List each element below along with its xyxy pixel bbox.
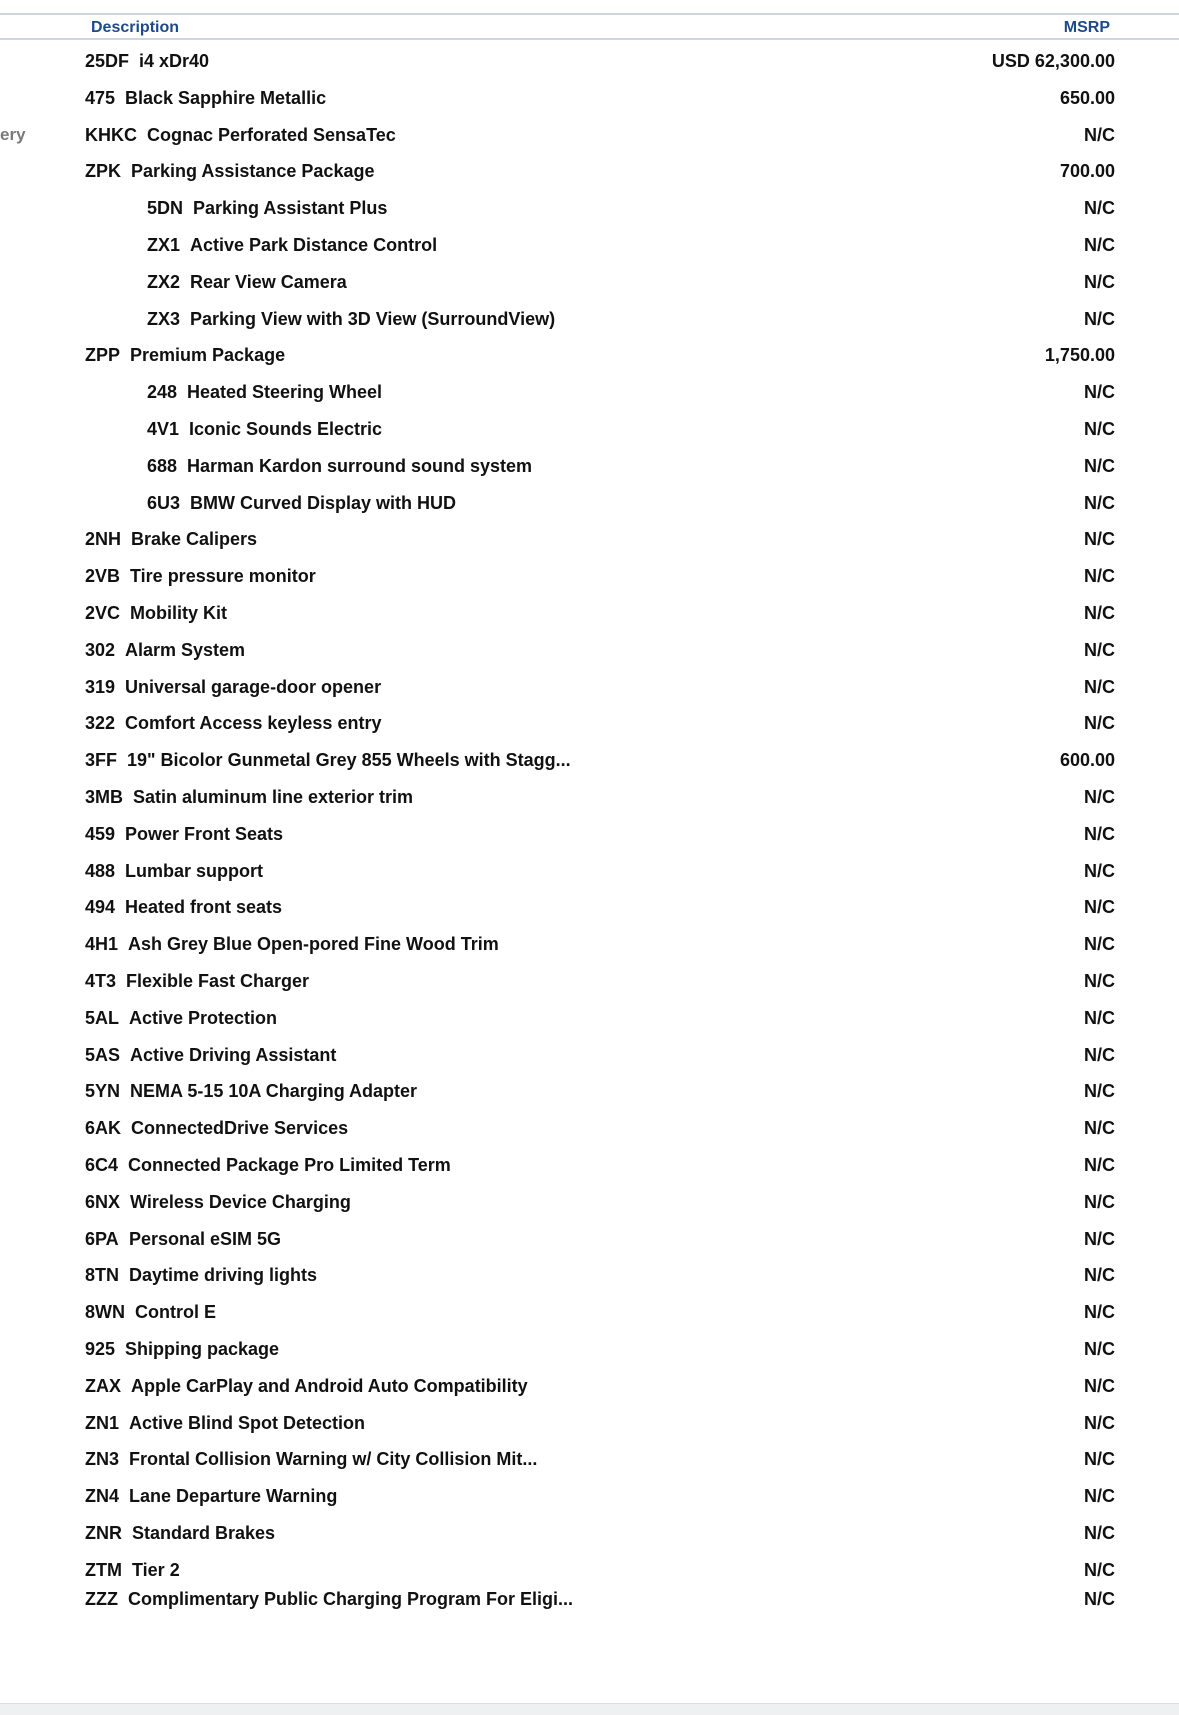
option-code: 322 [85, 713, 116, 733]
table-row [0, 815, 1179, 852]
option-description: Ash Grey Blue Open-pored Fine Wood Trim [128, 934, 499, 954]
option-code: ZPP [85, 345, 121, 365]
option-msrp: N/C [1084, 309, 1115, 329]
table-row [0, 336, 1179, 373]
table-row [0, 852, 1179, 889]
option-code: 925 [85, 1339, 116, 1359]
table-row [0, 1293, 1179, 1330]
option-code: 459 [85, 824, 116, 844]
table-row [0, 1514, 1179, 1551]
option-description: Power Front Seats [125, 824, 284, 844]
option-code: 6U3 [147, 493, 181, 513]
table-row [0, 410, 1179, 447]
table-row [0, 1146, 1179, 1183]
option-code: 8WN [85, 1302, 125, 1322]
table-row [0, 1256, 1179, 1293]
table-row [0, 631, 1179, 668]
option-description: Cognac Perforated SensaTec [147, 125, 396, 145]
option-code: 25DF [85, 51, 130, 71]
option-msrp: N/C [1084, 1045, 1115, 1065]
option-code: 6AK [85, 1118, 122, 1138]
header-divider [0, 38, 1179, 40]
option-code: 4V1 [147, 419, 180, 439]
option-description: Parking Assistance Package [131, 161, 375, 181]
option-description: Active Protection [129, 1008, 278, 1028]
option-msrp: N/C [1084, 1192, 1115, 1212]
option-msrp: 700.00 [1059, 161, 1115, 181]
option-msrp: N/C [1084, 1155, 1115, 1175]
option-code: 3MB [85, 787, 124, 807]
option-msrp: N/C [1084, 713, 1115, 733]
option-msrp: N/C [1084, 1302, 1115, 1322]
table-row [0, 226, 1179, 263]
column-header-description[interactable]: Description [91, 19, 180, 36]
option-description: Heated front seats [125, 897, 283, 917]
option-msrp: N/C [1084, 125, 1115, 145]
option-description: Daytime driving lights [129, 1265, 318, 1285]
option-description: Brake Calipers [131, 529, 258, 549]
option-msrp: N/C [1084, 419, 1115, 439]
option-description: Mobility Kit [130, 603, 227, 623]
table-row [0, 484, 1179, 521]
option-description: ConnectedDrive Services [131, 1118, 349, 1138]
option-code: ZX2 [147, 272, 181, 292]
table-row [0, 42, 1179, 79]
option-description: NEMA 5-15 10A Charging Adapter [130, 1081, 418, 1101]
option-msrp: N/C [1084, 529, 1115, 549]
option-description: Parking View with 3D View (SurroundView) [190, 309, 556, 329]
option-description: Heated Steering Wheel [187, 382, 383, 402]
option-description: Harman Kardon surround sound system [187, 456, 533, 476]
column-header-msrp[interactable]: MSRP [1063, 19, 1110, 36]
table-row [0, 1220, 1179, 1257]
option-description: Tier 2 [132, 1560, 180, 1580]
table-row [0, 300, 1179, 337]
option-code: ZTM [85, 1560, 122, 1580]
option-msrp: N/C [1084, 1376, 1115, 1396]
table-row [0, 189, 1179, 226]
option-code: 4T3 [85, 971, 117, 991]
table-row [0, 778, 1179, 815]
option-code: ZN1 [85, 1413, 120, 1433]
table-row [0, 1072, 1179, 1109]
option-code: 319 [85, 677, 116, 697]
table-row [0, 1330, 1179, 1367]
option-description: Frontal Collision Warning w/ City Collision Mit... [129, 1449, 538, 1469]
option-description: Personal eSIM 5G [129, 1229, 282, 1249]
option-msrp: N/C [1084, 1118, 1115, 1138]
table-row [0, 741, 1179, 778]
option-msrp: N/C [1084, 603, 1115, 623]
option-description: Universal garage-door opener [125, 677, 382, 697]
option-description: Satin aluminum line exterior trim [133, 787, 414, 807]
option-msrp: N/C [1084, 1339, 1115, 1359]
option-code: ZZZ [85, 1589, 118, 1609]
option-code: 4H1 [85, 934, 119, 954]
option-msrp: N/C [1084, 677, 1115, 697]
table-row [0, 668, 1179, 705]
option-code: 488 [85, 861, 116, 881]
option-msrp: N/C [1084, 897, 1115, 917]
option-description: Iconic Sounds Electric [189, 419, 383, 439]
option-msrp: N/C [1084, 198, 1115, 218]
option-msrp: N/C [1084, 1449, 1115, 1469]
option-code: 688 [147, 456, 178, 476]
option-code: 5AL [85, 1008, 120, 1028]
option-code: ZX3 [147, 309, 181, 329]
option-code: ZNR [85, 1523, 122, 1543]
option-code: ZX1 [147, 235, 181, 255]
option-description: Flexible Fast Charger [126, 971, 310, 991]
table-row [0, 704, 1179, 741]
option-description: Active Driving Assistant [130, 1045, 337, 1065]
table-row [0, 557, 1179, 594]
option-msrp: 650.00 [1059, 88, 1115, 108]
option-code: 248 [147, 382, 178, 402]
option-msrp: 600.00 [1059, 750, 1115, 770]
option-code: 6PA [85, 1229, 119, 1249]
bottom-bar [0, 1703, 1179, 1715]
option-msrp: USD 62,300.00 [991, 51, 1115, 71]
option-msrp: N/C [1084, 1008, 1115, 1028]
table-row [0, 888, 1179, 925]
option-msrp: N/C [1084, 1589, 1115, 1609]
table-row [0, 152, 1179, 189]
option-description: 19" Bicolor Gunmetal Grey 855 Wheels with Stagg... [127, 750, 571, 770]
table-row [0, 1036, 1179, 1073]
option-code: 8TN [85, 1265, 120, 1285]
option-description: Active Park Distance Control [190, 235, 438, 255]
option-msrp: N/C [1084, 1413, 1115, 1433]
option-description: Lane Departure Warning [129, 1486, 338, 1506]
option-description: Wireless Device Charging [130, 1192, 351, 1212]
option-description: BMW Curved Display with HUD [190, 493, 457, 513]
option-msrp: N/C [1084, 1265, 1115, 1285]
table-row [0, 925, 1179, 962]
option-msrp: N/C [1084, 1523, 1115, 1543]
table-header [0, 15, 1179, 39]
option-code: 302 [85, 640, 116, 660]
option-msrp: N/C [1084, 1229, 1115, 1249]
option-code: 2VB [85, 566, 121, 586]
table-row [0, 79, 1179, 116]
table-row [0, 116, 1179, 153]
option-code: KHKC [85, 125, 137, 145]
option-code: 2VC [85, 603, 121, 623]
option-msrp: N/C [1084, 934, 1115, 954]
table-row [0, 373, 1179, 410]
option-description: Apple CarPlay and Android Auto Compatibility [131, 1376, 528, 1396]
option-msrp: N/C [1084, 1081, 1115, 1101]
option-code: 5YN [85, 1081, 121, 1101]
option-description: Control E [135, 1302, 216, 1322]
option-description: Shipping package [125, 1339, 280, 1359]
option-code: ZN3 [85, 1449, 120, 1469]
option-msrp: N/C [1084, 971, 1115, 991]
option-description: Alarm System [125, 640, 246, 660]
option-description: Lumbar support [125, 861, 263, 881]
option-description: Tire pressure monitor [130, 566, 316, 586]
option-description: Parking Assistant Plus [193, 198, 388, 218]
table-row [0, 1183, 1179, 1220]
table-row [0, 447, 1179, 484]
option-msrp: N/C [1084, 1486, 1115, 1506]
table-row [0, 1477, 1179, 1514]
table-row [0, 594, 1179, 631]
table-row [0, 520, 1179, 557]
option-msrp: N/C [1084, 787, 1115, 807]
option-description: Comfort Access keyless entry [125, 713, 382, 733]
table-row [0, 1367, 1179, 1404]
option-code: ZAX [85, 1376, 121, 1396]
option-code: 475 [85, 88, 116, 108]
option-code: 6NX [85, 1192, 121, 1212]
option-description: Complimentary Public Charging Program For Eligi... [128, 1589, 574, 1609]
table-row [0, 1404, 1179, 1441]
option-description: Standard Brakes [132, 1523, 276, 1543]
option-description: Connected Package Pro Limited Term [128, 1155, 451, 1175]
option-msrp: N/C [1084, 382, 1115, 402]
option-msrp: N/C [1084, 272, 1115, 292]
option-msrp: 1,750.00 [1044, 345, 1115, 365]
option-msrp: N/C [1084, 235, 1115, 255]
option-description: i4 xDr40 [139, 51, 210, 71]
table-row [0, 1109, 1179, 1146]
clipped-side-label: ery [0, 125, 26, 144]
option-msrp: N/C [1084, 1560, 1115, 1580]
option-description: Rear View Camera [190, 272, 347, 292]
table-row [0, 962, 1179, 999]
option-code: 494 [85, 897, 116, 917]
option-msrp: N/C [1084, 456, 1115, 476]
option-description: Premium Package [130, 345, 286, 365]
option-msrp: N/C [1084, 566, 1115, 586]
option-msrp: N/C [1084, 640, 1115, 660]
option-code: ZN4 [85, 1486, 120, 1506]
option-code: 6C4 [85, 1155, 119, 1175]
option-msrp: N/C [1084, 493, 1115, 513]
option-description: Black Sapphire Metallic [125, 88, 327, 108]
option-code: 5DN [147, 198, 184, 218]
table-row [0, 1440, 1179, 1477]
table-row [0, 1580, 1179, 1617]
table-row [0, 999, 1179, 1036]
option-msrp: N/C [1084, 824, 1115, 844]
option-code: ZPK [85, 161, 121, 181]
option-code: 2NH [85, 529, 122, 549]
option-code: 3FF [85, 750, 118, 770]
table-row [0, 263, 1179, 300]
option-description: Active Blind Spot Detection [129, 1413, 366, 1433]
option-code: 5AS [85, 1045, 121, 1065]
option-msrp: N/C [1084, 861, 1115, 881]
